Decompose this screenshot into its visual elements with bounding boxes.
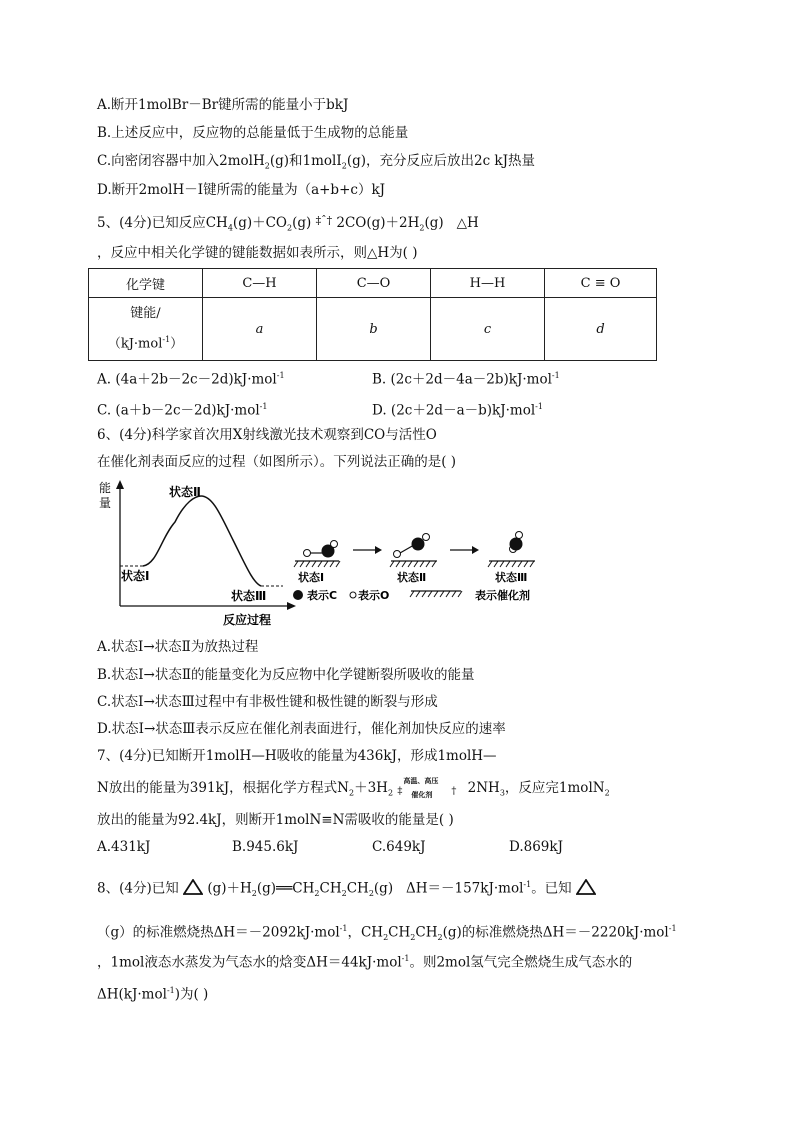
row-label: 键能/ （kJ·mol$^{-1}$） <box>89 298 203 361</box>
q5-stem: 5、(4分)已知反应$CH_4(g)+CO_2(g)$ $^{\ddagger ˆ\dagger}$ $2CO(g)+2H_2(g)$ △H <box>97 214 479 233</box>
cyclopropane-icon <box>183 879 203 895</box>
table-header-cell: C—O <box>317 269 431 298</box>
y-axis-label: 能 <box>99 481 112 495</box>
q6-stem-2: 在催化剂表面反应的过程（如图所示）。下列说法正确的是( ) <box>97 454 457 470</box>
reaction-arrow: 高温、高压 ‡ † 催化剂 <box>397 776 457 799</box>
state3-label: 状态Ⅲ <box>231 589 267 603</box>
state1-molecule <box>294 541 340 568</box>
q4-option-b: B.上述反应中，反应物的总能量低于生成物的总能量 <box>97 125 409 141</box>
q5-stem-2: ，反应中相关化学键的键能数据如表所示，则△H为( ) <box>97 245 418 261</box>
table-cell: b <box>317 298 431 361</box>
q5-option-c: C. (a＋b－2c－2d)kJ·mol$^{-1}$ <box>97 402 268 419</box>
q4-option-c: C.向密闭容器中加入2molH$_2$(g)和1molI$_2$(g)，充分反应后放出2c kJ热量 <box>97 153 536 171</box>
legend-catalyst-label: 表示催化剂 <box>475 589 530 602</box>
q7-option-b: B.945.6kJ <box>232 839 299 855</box>
oxygen-atom-icon <box>331 541 338 548</box>
q5-option-a: A. (4a＋2b－2c－2d)kJ·mol$^{-1}$ <box>97 371 285 388</box>
state2-caption: 状态Ⅱ <box>397 571 427 584</box>
reaction-energy-figure <box>95 478 575 630</box>
q5-option-b: B. (2c＋2d－4a－2b)kJ·mol$^{-1}$ <box>372 371 560 388</box>
q7-option-a: A.431kJ <box>97 839 151 855</box>
q5-option-d: D. (2c＋2d－a－b)kJ·mol$^{-1}$ <box>372 402 543 419</box>
legend-oxygen-label: 表示O <box>358 589 390 602</box>
legend-catalyst-icon <box>410 591 462 597</box>
table-header-cell: H—H <box>431 269 545 298</box>
state1-label: 状态Ⅰ <box>121 569 150 583</box>
y-axis-arrow-icon <box>116 480 124 489</box>
table-cell: d <box>545 298 657 361</box>
q8-stem-3: ，1mol液态水蒸发为气态水的焓变ΔH＝44kJ·mol$^{-1}$。则2mol氢气完全燃烧生成气态水的 <box>97 954 633 971</box>
arrow-right-icon <box>375 546 382 554</box>
table-cell: c <box>431 298 545 361</box>
energy-curve <box>143 496 261 586</box>
q7-stem-2: N放出的能量为391kJ，根据化学方程式$N_2+3H_2$ 高温、高压 ‡ † 催化剂 $2NH_3$，反应完1molN$_2$ <box>97 776 610 799</box>
state3-molecule <box>488 532 535 568</box>
bond-energy-table <box>88 268 657 361</box>
q4-option-d: D.断开2molH－I键所需的能量为（a+b+c）kJ <box>97 182 386 198</box>
table-header-cell: C ≡ O <box>545 269 657 298</box>
q8-stem-2: （g）的标准燃烧热ΔH＝－2092kJ·mol$^{-1}$，$CH_2CH_2CH_2(g)$的标准燃烧热ΔH＝－2220kJ·mol$^{-1}$ <box>97 924 677 943</box>
table-header-cell: 化学键 <box>89 269 203 298</box>
y-axis-label: 量 <box>99 496 112 510</box>
state2-label: 状态Ⅱ <box>169 485 201 499</box>
state1-caption: 状态Ⅰ <box>298 571 325 584</box>
q8-stem: 8、(4分)已知 $(g)+H_2(g)══CH_2CH_2CH_2(g)$ ΔH＝－157kJ·mol$^{-1}$。已知 <box>97 876 596 903</box>
table-header-row <box>89 269 657 298</box>
legend-carbon-icon <box>293 590 303 600</box>
q4-option-a: A.断开1molBr－Br键所需的能量小于bkJ <box>97 97 349 113</box>
state2-molecule <box>390 534 437 568</box>
x-axis-label: 反应过程 <box>223 613 272 627</box>
q7-stem-3: 放出的能量为92.4kJ，则断开1molN≡N需吸收的能量是( ) <box>97 812 454 828</box>
q6-option-b: B.状态Ⅰ→状态Ⅱ的能量变化为反应物中化学键断裂所吸收的能量 <box>97 667 475 683</box>
q6-option-a: A.状态Ⅰ→状态Ⅱ为放热过程 <box>97 639 259 655</box>
x-axis-arrow-icon <box>287 602 296 610</box>
q8-stem-4: ΔH(kJ·mol$^{-1}$)为( ) <box>97 986 209 1003</box>
arrow-right-icon <box>472 546 479 554</box>
oxygen-atom-icon <box>304 550 311 557</box>
q6-option-c: C.状态Ⅰ→状态Ⅲ过程中有非极性键和极性键的断裂与形成 <box>97 694 438 710</box>
q7-stem: 7、(4分)已知断开1molH—H吸收的能量为436kJ，形成1molH— <box>97 748 497 764</box>
legend-oxygen-icon <box>350 592 356 598</box>
table-header-cell: C—H <box>203 269 317 298</box>
table-row <box>89 298 657 361</box>
q6-option-d: D.状态Ⅰ→状态Ⅲ表示反应在催化剂表面进行，催化剂加快反应的速率 <box>97 721 506 737</box>
q6-stem: 6、(4分)科学家首次用X射线激光技术观察到CO与活性O <box>97 427 437 443</box>
q7-option-c: C.649kJ <box>372 839 426 855</box>
state3-caption: 状态Ⅲ <box>495 571 528 584</box>
table-cell: a <box>203 298 317 361</box>
cyclopropane-icon <box>576 879 596 895</box>
legend-carbon-label: 表示C <box>307 589 338 602</box>
q7-option-d: D.869kJ <box>509 839 563 855</box>
